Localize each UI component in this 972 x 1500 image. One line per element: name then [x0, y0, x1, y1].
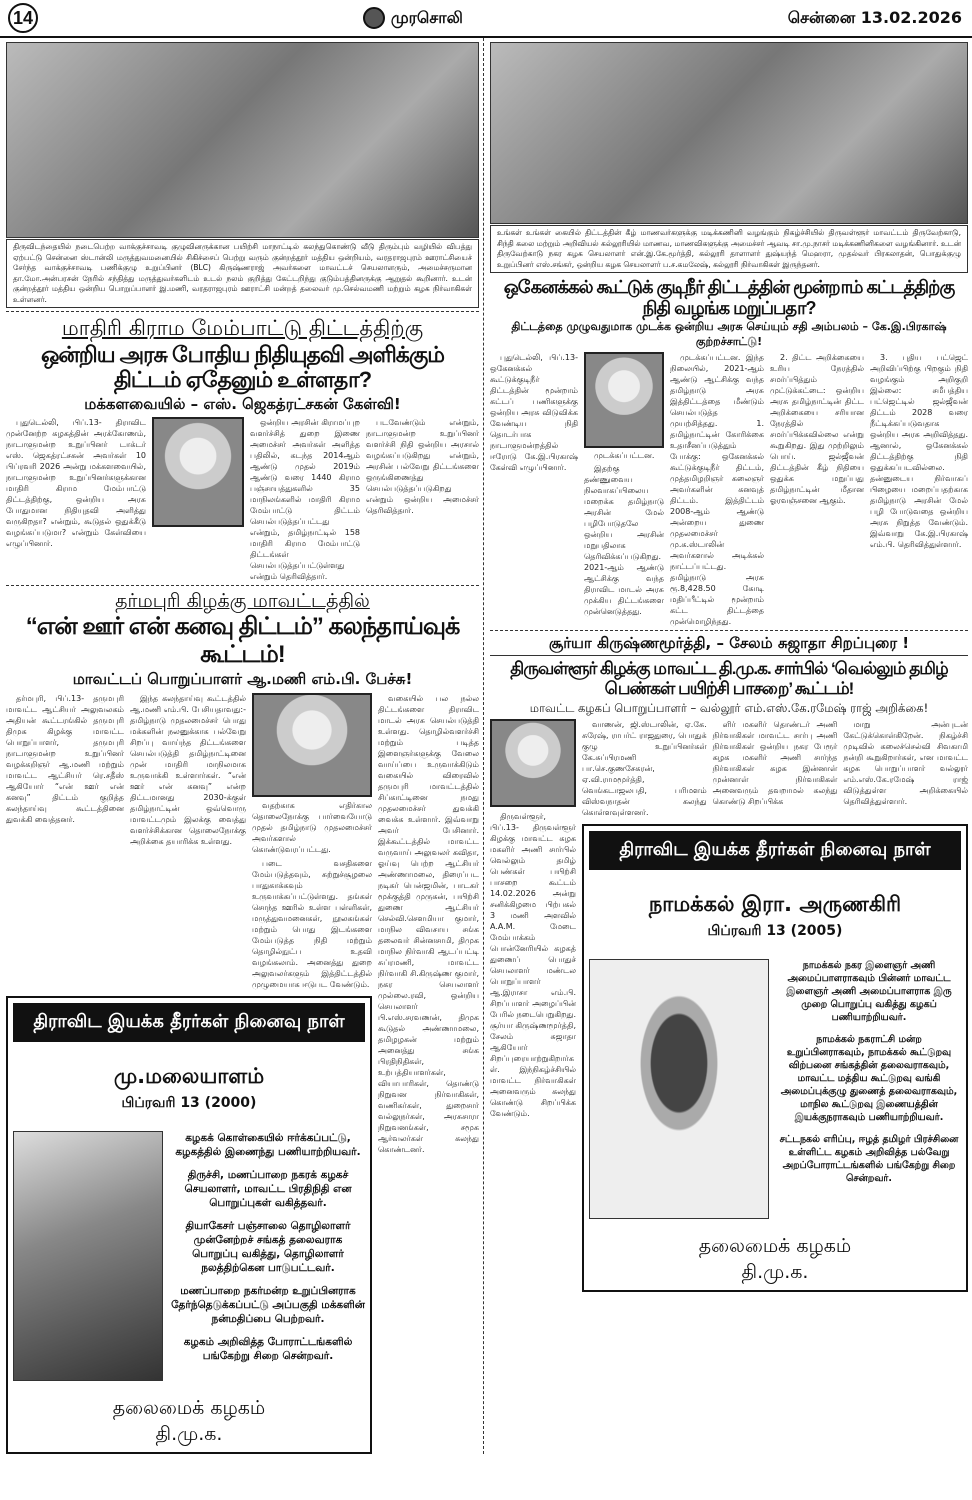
paragraph: இதற்கு தண்ணுவைய நிலவாகப்பிலைய மறைக்க தமிழ்நாடு அரசின் மேல் பழிபோடுதலே ஒன்றிய அரசின் மறுபதிலாக தெரிவிக்கப்படுகிறது. 2021-ஆம் ஆண்டு ஆட்சிக்கு வந்த திராவிட மாடல் அரசு முக்கிய திட்டங்களை முன்னெடுத்தது.	[584, 463, 664, 616]
tribute-banner: திராவிட இயக்க தீரர்கள் நினைவு நாள்	[589, 831, 961, 870]
article2-col3	[252, 693, 372, 990]
paragraph: 2. திட்ட அறிக்கையை உரிய நேரத்தில் சமர்ப்பித்தும் முட்டுக்கட்டை: ஒன்றிய அரசு தமிழ்நாட்டின் திட்ட அறிக்கையை சரியான நேரத்தில் சமர்ப்பிக்கவில்லை என்று கூறுகிறது. இது முற்றிலும் பொய். ஜல்ஜீவன் திட்டத்தின் கீழ் நிதியை ஒதுக்க மறுப்பது தமிழ்நாட்டின் மீதான ஓரவஞ்சனை ஆகும்.	[770, 352, 864, 505]
divider	[6, 311, 479, 312]
page-header	[0, 0, 972, 38]
article2-body	[6, 693, 479, 1454]
article3-col1	[490, 352, 578, 473]
article2-col3-text	[252, 858, 372, 990]
tribute-footer	[589, 1233, 961, 1285]
paragraph: கழகம் அறிவித்த போராட்டங்களில் பங்கேற்று சிறை சென்றவர்.	[183, 1335, 353, 1362]
tribute-party: தி.மு.க.	[155, 1422, 223, 1445]
article4-col3	[713, 719, 838, 807]
paragraph: கழகக் கொள்கையில் ஈர்க்கப்பட்டு, கழகத்தில் இணைந்து பணியாற்றியவர்.	[175, 1131, 361, 1158]
tribute-name: நாமக்கல் இரா. அருணகிரி	[648, 891, 902, 916]
article3-col2-text	[584, 463, 664, 617]
tribute-date: பிப்ரவரி 13 (2005)	[707, 922, 843, 939]
paragraph: மணப்பாறை நகர்மன்ற உறுப்பினராக தேர்ந்தெடுக்கப்பட்டு அப்பகுதி மக்களின் நன்மதிப்பை பெற்றவர்.	[171, 1284, 365, 1325]
paragraph: வகையில் பல நல்ல திட்டங்களை திராவிட மாடல் அரசு செயல்படுத்தி உள்ளது. தொழில்வளர்ச்சி மற்றும் படித்த இளைஞர்களுக்கு வேலை வாய்ப்பை உருவாக்கிடும் வகையில் விரைவில் தருமபுரி மாவட்டத்தில் சிப்காட்டினை நமது முதலமைச்சர் துவக்கி வைக்க உள்ளார். இவ்வாறு அவர் பேசினார். இக்கூட்டத்தில் மாவட்ட வருவாய் அலுவலர் கவிதா, ஓய்வு பெற்ற ஆட்சியர் அண்ணாமலை, திரைப்பட நடிகர் பென்ஜமின், பாடகர் மூக்குத்தி முருகன், பயிற்சி துணை ஆட்சியர் செல்வி.சௌமியா குமார், மாநில விவசாய சங்க தலைவர் சின்னசாமி, திமுக மாநில நிர்வாகி ஆடப்பட்டி சுப்ரமணி, மாவட்ட நிர்வாகி சி.கிருஷ்ண குமார், நகர செயலாளர் முல்லை.ரவி, ஒன்றிய செயலாளர் பி.எஸ்.சரவணன், திமுக கூடுதல் அண்ணாமலை, தமிழழகன் மற்றும் அனைத்து சங்க பிரதிநிதிகள், உற்பத்தியாளர்கள், வியாபாரிகள், தொண்டு நிறுவன நிர்வாகிகள், வணிகர்கள், துறைசார் வல்லுநர்கள், அரசுசாரா நிறுவனங்கள், சமூக ஆர்வலர்கள் கலந்து கொண்டனர்.	[378, 693, 479, 1154]
paragraph: முடக்கப்பட்டன. இந்த நிலையில், 2021-ஆம் ஆண்டு ஆட்சிக்கு வந்த தமிழ்நாடு அரசு இத்திட்டத்தை மீண்டும் செயல்படுத்த முயற்சித்தது. 1. தமிழ்நாட்டின் கோரிக்கை உதாசீனப்படுத்தும் போக்கு: ஒகேனக்கல் கூட்டுக்குடிநீர் திட்டம், முத்தமிழறிஞர் கலைஞர் அவர்களின் கனவுத் திட்டம். இத்திட்டம் 2008-ஆம் ஆண்டு அன்றைய துணை முதலமைச்சர் மு.க.ஸ்டாலின் அவர்களால் அடிக்கல் நாட்டப்பட்டது. தமிழ்நாடு அரசு ரூ.8,428.50 கோடி மதிப்பீட்டில் மூன்றாம் கட்ட திட்டத்தை முன்மொழிந்தது.	[670, 352, 764, 626]
paragraph: திருவள்ளூர், பிப்.13- திருவள்ளூர் கிழக்கு மாவட்ட கழக மகளிர் அணி சார்பில் வெல்லும் தமிழ் பெண்கள் பயிற்சி பாசறை கூட்டம் 14.02.2026 அன்று சனிக்கிழமை பிற்பகல் 3 மணி அளவில் A.A.M. மேடை மேம்பாக்கம் பொன்னேரியில் கழகத் துணைப் பொதுச் செயலாளர் மண்டல பொறுப்பாளர் ஆ.இராசா எம்.பி. சிறப்பாளர் அழைப்பின் பேரில் நடைபெறுகிறது. சூர்யா கிருஷ்ணமூர்த்தி, சேலம் சுஜாதா ஆகியோர் சிறப்புரையாற்றுகிறார்கள். இந்நிகழ்ச்சியில் மாவட்ட நிர்வாகிகள் அனைவரும் கலந்து கொண்டு சிறப்பிக்க வேண்டும்.	[490, 811, 576, 1118]
paragraph: நாமக்கல் நகர இளைஞர் அணி அமைப்பாளராகவும் பின்னர் மாவட்ட இளைஞர் அணி அமைப்பாளராக இரு முறை பொறுப்பு வகித்து கழகப் பணியாற்றியவர்.	[786, 959, 952, 1023]
article4-top-columns	[582, 719, 968, 818]
article3-col2	[584, 352, 664, 617]
article1-col4	[366, 417, 479, 516]
right-half	[484, 38, 972, 1454]
tribute-signature: தலைமைக் கழகம்	[112, 1396, 266, 1419]
paragraph: ளிர் மகளிர் தொண்டர் அணி நிர்வாகிகள் மாவட்ட சார்பு அணி நிர்வாகிகள் ஒன்றிய நகர பேரூர் கழக மகளிர் அணி சார்ந்த நிர்வாகிகள் கழக இன்னாள் முன்னாள் நிர்வாகிகள் அனைவரும் தவறாமல் கலந்து கொண்டு சிறப்பிக்க	[712, 719, 838, 806]
article1-subhead: மக்களவையில் – எஸ். ஜெகத்ரட்சகன் கேள்வி!	[84, 394, 401, 413]
tribute-box-arunagiri	[582, 824, 968, 1292]
article4-col4	[843, 719, 968, 807]
tribute-banner: திராவிட இயக்க தீரர்கள் நினைவு நாள்	[13, 1003, 365, 1042]
article4-col1-text	[490, 811, 576, 1119]
article3	[490, 277, 968, 627]
photo-caption-left: திருவிடந்தையில் நடைபெற்ற வாக்குச்சாவடி குழுவினருக்கான பயிற்சி மாநாட்டில் கலந்துகொண்டு வீடு திரும்பும் வழியில் விபத்து ஏற்பட்டு சென்னை ஸ்டான்லி மருத்துவமனையில் சிகிச்சைப் பெற்று வரும் குன்றத்தூர் மத்திய ஒன்றியம், வரதராஜபுரம் ஊராட்சியைச் சேர்ந்த வாக்குச்சாவடி பணிக்குழு உறுப்பினர் (BLC) கிருஷ்ணராஜ் அவர்களை மாவட்டச் செயலாளரும், அமைச்சருமான தா.மோ.அன்பரசன் நேரில் சந்தித்து மருத்துவர்களிடம் உடல் நலம் குறித்து கேட்டறிந்து குடும்பத்தினருக்கு ஆறுதல் கூறினார். உடன் குன்றத்தூர் மத்திய ஒன்றிய பொறுப்பாளர் இ.மணி, வரதராஜபுரம் ஊராட்சி மன்றத் தலைவர் மு.செல்வமணி மற்றும் கழக நிர்வாகிகள் உள்ளனர்.	[6, 239, 479, 308]
article2-photo-caption	[252, 800, 372, 855]
paragraph: புதுடெல்லி, பிப்.13- திராவிட முன்னேற்ற கழகத்தின் அரக்கோணம், நாடாளுமன்ற உறுப்பினர் டாக்டர் எஸ். ஜெகத்ரட்சகன் அவர்கள் 10 பிப்ரவரி 2026 அன்று மக்களவையில், நாடாளுமன்ற உறுப்பினர்களுக்கான மாதிரி கிராம மேம்பாட்டு திட்டத்திற்கு, ஒன்றிய அரசு போதுமான நிதியுதவி அளித்து வருகிறதா? என்றும், கூடுதல் ஒதுக்கீடு வழங்கப்படுமா? என்றும் கேள்வியை எழுப்பினார்.	[6, 418, 146, 549]
tribute-party: தி.மு.க.	[741, 1260, 809, 1283]
photo-laptop-distribution	[490, 42, 968, 224]
paragraph: இந்த கலந்தாய்வு கூட்டத்தில் ஆ.மணி எம்.பி. பேசியதாவது:- தமிழ்நாடு முதலமைச்சர் பொது மக்களின் நலனுக்காக பல்வேறு சிறப்பு வாய்ந்த திட்டங்களை செயல்படுத்தி தமிழ்நாட்டினை முன் மாதிரி மாநிலமாக உருவாக்கி உள்ளார்கள். “என் ஊர் என் கனவு” என்ற திட்டமானது 2030-க்குள் தமிழ்நாட்டின் ஒவ்வொரு மாவட்டமும் இலக்கு வைத்து வளர்ச்சிக்கான தொலைநோக்கு அறிக்கை தயாரிக்க உள்ளது.	[130, 693, 246, 846]
article3-col5	[870, 352, 968, 550]
article1-body	[6, 417, 479, 582]
article3-headline: ஒகேனக்கல் கூட்டுக் குடிநீர் திட்டத்தின் மூன்றாம் கட்டத்திற்கு நிதி வழங்க மறுப்பதா?	[503, 277, 955, 318]
left-half	[0, 38, 484, 1454]
photo-jagathrakshakan	[152, 417, 244, 527]
article2	[6, 589, 479, 1454]
article2-col2	[130, 693, 246, 847]
tribute-box-malaiyalam	[6, 996, 372, 1454]
article1-col1	[6, 417, 146, 549]
divider	[6, 585, 479, 586]
paragraph: நாமக்கல் நகராட்சி மன்ற உறுப்பினராகவும், நாமக்கல் கூட்டுறவு விற்பனை சங்கத்தின் தலைவராகவும், மாவட்ட மத்திய கூட்டுறவு வங்கி அமைப்புக்குழு துணைத் தலைவராகவும், மாநில கூட்டுறவு இணையத்தின் இயக்குநராகவும் பணியாற்றியவர்.	[780, 1033, 958, 1123]
masthead-logo-icon	[363, 7, 385, 29]
page-body	[0, 38, 972, 1454]
tribute-date: பிப்ரவரி 13 (2000)	[121, 1094, 257, 1111]
article1	[6, 315, 479, 582]
article4-col2	[582, 719, 707, 818]
paragraph: வாணன், ஜி.ஸ்டாலின், ஏ.கே. சுரேஷ், ராபர்ட் ராஜதுரை, பொதுக் குழு உறுப்பினர்கள் கே.சுப்பிரமணி பா.செ.குணசேகரன், ஏ.வி.ராமமூர்த்தி, வெங்கடாஜலபதி, பரிமளம் விஸ்வநாதன் கலந்து கொள்ளவுள்ளனர்.	[582, 719, 707, 817]
photo-ramesh-raj	[490, 719, 576, 807]
tribute-name: மு.மலையாளம்	[113, 1063, 265, 1088]
article4-subhead: மாவட்ட கழகப் பொறுப்பாளர் – வல்லூர் எம்.எஸ்.கே.ரமேஷ் ராஜ் அறிக்கை!	[529, 700, 929, 715]
paragraph: முடக்கப்பட்டன.	[594, 450, 655, 460]
article2-col4	[378, 693, 479, 1155]
article3-photo-caption	[584, 450, 664, 461]
photo-k-e-prakash	[584, 352, 664, 448]
article4	[490, 634, 968, 1292]
masthead	[363, 7, 463, 29]
article4-body	[490, 719, 968, 1292]
article3-body	[490, 352, 968, 627]
article4-kicker: சூர்யா கிருஷ்ணமூர்த்தி, – சேலம் சுஜாதா சிறப்புரை !	[490, 634, 968, 657]
article4-col1	[490, 719, 576, 1119]
tribute-text	[777, 959, 961, 1194]
masthead-title: முரசொலி	[390, 7, 463, 27]
tribute-signature: தலைமைக் கழகம்	[698, 1234, 852, 1257]
article3-subhead: திட்டத்தை முழுவதுமாக முடக்க ஒன்றிய அரசு செய்யும் சதி அம்பலம் – கே.இ.பிரகாஷ் குற்றச்சாட்டு!	[511, 320, 947, 348]
photo-a-mani	[252, 693, 372, 797]
paragraph: வதற்காக எதிர்கால தொலைநோக்கு பார்வையோடு முதல் தமிழ்நாடு முதலமைச்சர் அவர்களால் கொண்டுவரப்பட்டது.	[252, 800, 372, 854]
portrait-malaiyalam	[13, 1131, 163, 1381]
article3-col3	[670, 352, 764, 627]
paragraph: திருச்சி, மணப்பாறை நகரக் கழகச் செயலாளர், மாவட்ட பிரதிநிதி என பொறுப்புகள் வகித்தவர்.	[184, 1168, 352, 1209]
article2-col1	[6, 693, 124, 825]
article1-headline: ஒன்றிய அரசு போதிய நிதியுதவி அளிக்கும் திட்டம் ஏதேனும் உள்ளதா?	[41, 342, 444, 393]
paragraph: புதுடெல்லி, பிப்.13- ஒகேனக்கல் கூட்டுக்குடிநீர் திட்டத்தின் மூன்றாம் கட்டப் பணிகளுக்கு ஒன்றிய அரசு விடுவிக்க வேண்டிய நிதி தொடர்பாக நாடாளுமன்றத்தில் ஈரோடு கே.இ.பிரகாஷ் கேள்வி எழுப்பினார்.	[490, 352, 578, 472]
article1-kicker: மாதிரி கிராம மேம்பாட்டு திட்டத்திற்கு	[61, 316, 424, 340]
tribute-content	[13, 1131, 365, 1381]
article4-headline: திருவள்ளூர் கிழக்கு மாவட்ட தி.மு.க. சார்பில் ‘வெல்லும் தமிழ் பெண்கள் பயிற்சி பாசறை’ கூட்டம்!	[510, 659, 948, 699]
photo-caption-right: உங்கள் உங்கள் கையில் திட்டத்தின் கீழ் மாணவர்களுக்கு மடிக்கணினி வழங்கும் நிகழ்ச்சியில் திருவள்ளூர் மாவட்டம் திருவேற்காடு, சிந்தி கலை மற்றும் அறிவியல் கல்லூரியில் மாணவ, மாணவிகளுக்கு அமைச்சர் ஆவடி சா.மு.நாசர் மடிக்கணினிகளை வழங்கினார். உடன் திருவேற்காடு நகர கழக செயலாளர் என்.இ.கே.மூர்த்தி, கல்லூரி தாளாளர் துஷ்யந்த் மெஹரா, முதல்வர் பிரகலாதன், பொதுக்குழு உறுப்பினர் எஸ்.சங்கர், ஒன்றிய கழக செயலாளர் ப.ச.கமலேஷ், கல்லூரி நிர்வாகிகள் இருந்தனர்.	[490, 225, 968, 273]
paragraph: படவேண்டும் என்றும், நாடாளுமன்ற உறுப்பினர் வளர்ச்சி நிதி ஒன்றிய அரசால் வழங்கப்படுகிறது என்றும், அரசின் பல்வேறு திட்டங்களை ஒருங்கிணைத்து செயல்படுத்தப்படுகிறது என்றும் ஒன்றிய அமைச்சர் தெரிவித்தார்.	[366, 418, 479, 516]
tribute-text	[171, 1131, 365, 1372]
paragraph: சட்டநகல் எரிப்பு, ஈழத் தமிழர் பிரச்சினை உள்ளிட்ட கழகம் அறிவித்த பல்வேறு அறப்போராட்டங்களில் பங்கேற்று சிறை சென்றவர்.	[779, 1133, 959, 1184]
paragraph: தியாகேசர் பஞ்சாலை தொழிலாளர் முன்னேற்றச் சங்கத் தலைவராக பொறுப்பு வகித்து, தொழிலாளர் நலத்திற்கென பாடுபட்டவர்.	[185, 1219, 351, 1274]
divider	[490, 630, 968, 631]
article2-subhead: மாவட்டப் பொறுப்பாளர் ஆ.மணி எம்.பி. பேச்சு!	[72, 670, 413, 689]
edition-date: சென்னை 13.02.2026	[787, 7, 962, 27]
tribute-content	[589, 959, 961, 1219]
article2-kicker: தர்மபுரி கிழக்கு மாவட்டத்தில்	[115, 590, 370, 613]
article1-col3	[250, 417, 360, 582]
tribute-footer	[13, 1395, 365, 1447]
article3-col4	[770, 352, 864, 506]
paragraph: படை வசதிகளை மேம்படுத்தவும், சுற்றுச்சூழலை பாதுகாக்கவும் உருவாக்கப்பட்டுள்ளது. தங்கள் சொந்த ஊரில் உள்ள பள்ளிகள், மருத்துவமனைகள், நூலகங்கள் மற்றும் பொது இடங்களை மேம்படுத்த நிதி மற்றும் தொழில்நுட்ப உதவி வழங்கலாம். அனைத்து துறை அலுவலர்களும் இத்திட்டத்தில் முழுமையாக ஈடுபட வேண்டும்.	[252, 858, 372, 989]
paragraph: ஒன்றிய அரசின் கிராமப்புற வளர்ச்சித் துறை இணை அமைச்சர் அவர்கள் அளித்த பதிலில், கடந்த 2014ஆம் ஆண்டு முதல் 2019ம் ஆண்டு வரை 1440 கிராம பஞ்சாயத்துகளில் 35 மாநிலங்களில் மாதிரி கிராம மேம்பாட்டு திட்டம் செயல்படுத்தப்பட்டது என்றும், தமிழ்நாட்டில் 158 மாதிரி கிராம மேம்பாட்டு திட்டங்கள் செயல்படுத்தப்பட்டுள்ளது என்றும் தெரிவித்தார்.	[250, 418, 360, 582]
page-number: 14	[8, 3, 38, 33]
portrait-arunagiri	[589, 959, 769, 1219]
paragraph: 3. புதிய பட்ஜெட் அறிவிப்பிற்கு பிறகும் நிதி வழங்கும் அறிகுறி இல்லை: சமீபத்திய பட்ஜெட்டில் ஜல்ஜீவன் திட்டம் 2028 வரை நீட்டிக்கப்படுவதாக ஒன்றிய அரசு அறிவித்தது. ஆனால், ஒகேனக்கல் திட்டத்திற்கு நிதி ஒதுக்கப்படவில்லை. தன்னுடைய நிர்வாகப் பிழையை மறைப்பதற்காக தமிழ்நாடு அரசின் மேல் பழி போடுவதை ஒன்றிய அரசு நிறுத்த வேண்டும். இவ்வாறு கே.இ.பிரகாஷ் எம்.பி. தெரிவித்துள்ளார்.	[870, 352, 968, 549]
article2-headline: “என் ஊர் என் கனவு திட்டம்” கலந்தாய்வுக் கூட்டம்!	[25, 613, 460, 668]
paragraph: மாறு அன்புடன் கேட்டுக்கொள்கிறேன். நிகழ்ச்சி முடிவில் கலைச்செல்வி சிவகாமி நன்றி கூறுகிறார்கள், என மாவட்ட கழக பொறுப்பாளர் வல்லூர் எம்.எஸ்.கே.ரமேஷ் ராஜ் விடுத்துள்ள அறிக்கையில் தெரிவித்துள்ளார்.	[843, 719, 968, 806]
photo-hospital-visit	[6, 42, 479, 238]
paragraph: தர்மபுரி, பிப்.13- தருமபுரி மாவட்ட ஆட்சியர் அலுவலகம் அதியன் கூட்டரங்கில் தருமபுரி திமுக கிழக்கு மாவட்ட பொறுப்பாளர், தருமபுரி நாடாளுமன்ற உறுப்பினர் வழக்கறிஞர் ஆ.மணி மற்றும் மாவட்ட ஆட்சியர் ரெ.சதீஸ் ஆகியோர் “என் ஊர் என் கனவு” திட்டம் குறித்த கலந்தாய்வு கூட்டத்தினை துவக்கி வைத்தனர்.	[6, 693, 124, 824]
